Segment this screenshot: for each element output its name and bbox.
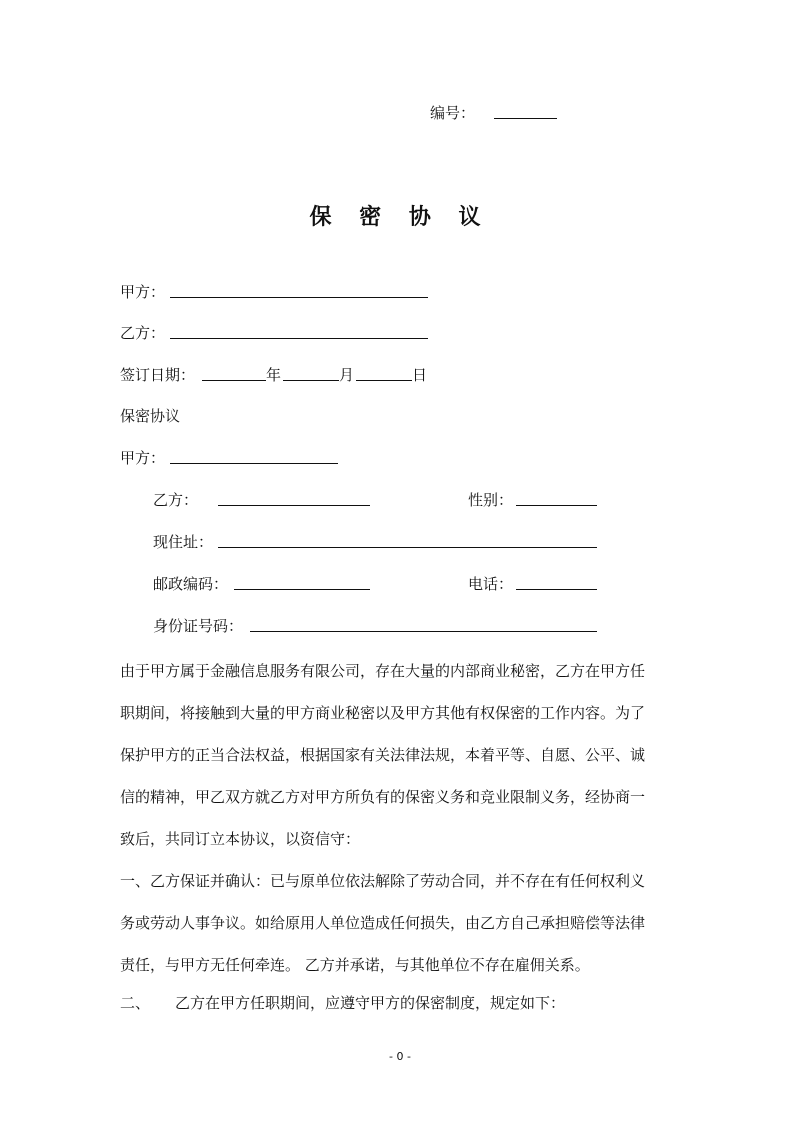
intro-line: 由于甲方属于金融信息服务有限公司，存在大量的内部商业秘密，乙方在甲方任 <box>120 662 646 680</box>
phone-blank[interactable] <box>516 589 597 590</box>
number-blank[interactable] <box>494 118 557 119</box>
address-label: 现住址： <box>153 533 214 551</box>
intro-line: 职期间，将接触到大量的甲方商业秘密以及甲方其他有权保密的工作内容。为了 <box>120 704 646 722</box>
form-party-b-label: 乙方： <box>153 491 199 509</box>
form-party-b-blank[interactable] <box>218 505 370 506</box>
postcode-blank[interactable] <box>234 589 370 590</box>
clause-2-number: 二、 <box>120 994 151 1012</box>
number-label: 编号： <box>430 104 476 122</box>
clause-1-line: 责任，与甲方无任何牵连。 乙方并承诺，与其他单位不存在雇佣关系。 <box>120 956 590 974</box>
party-b-blank[interactable] <box>170 338 428 339</box>
year-label: 年 <box>266 366 282 384</box>
sign-date-label: 签订日期： <box>120 366 196 384</box>
id-label: 身份证号码： <box>153 617 244 635</box>
sign-year-blank[interactable] <box>202 380 266 381</box>
intro-line: 保护甲方的正当合法权益，根据国家有关法律法规，本着平等、自愿、公平、诚 <box>120 746 646 764</box>
subtitle: 保密协议 <box>120 407 181 425</box>
intro-paragraph <box>120 650 682 860</box>
address-blank[interactable] <box>218 547 597 548</box>
day-label: 日 <box>412 366 428 384</box>
clause-1-line: 一、乙方保证并确认：已与原单位依法解除了劳动合同，并不存在有任何权利义 <box>120 872 646 890</box>
postcode-label: 邮政编码： <box>153 575 229 593</box>
intro-line: 信的精神，甲乙双方就乙方对甲方所负有的保密义务和竞业限制义务，经协商一 <box>120 788 646 806</box>
gender-blank[interactable] <box>516 505 597 506</box>
party-b-label: 乙方： <box>120 324 166 342</box>
gender-label: 性别： <box>468 491 514 509</box>
form-party-a-blank[interactable] <box>170 463 338 464</box>
party-a-label: 甲方： <box>120 283 166 301</box>
clause-2-text: 乙方在甲方任职期间，应遵守甲方的保密制度，规定如下： <box>175 994 566 1012</box>
party-a-blank[interactable] <box>170 297 428 298</box>
id-blank[interactable] <box>250 631 597 632</box>
clause-1-line: 务或劳动人事争议。如给原用人单位造成任何损失，由乙方自己承担赔偿等法律 <box>120 914 646 932</box>
page-number: - 0 - <box>389 1050 411 1063</box>
clause-1 <box>120 860 682 986</box>
month-label: 月 <box>339 366 355 384</box>
sign-month-blank[interactable] <box>283 380 339 381</box>
intro-line: 致后，共同订立本协议，以资信守： <box>120 830 361 848</box>
phone-label: 电话： <box>468 575 514 593</box>
document-title: 保 密 协 议 <box>309 205 491 230</box>
sign-day-blank[interactable] <box>356 380 412 381</box>
form-party-a-label: 甲方： <box>120 449 166 467</box>
